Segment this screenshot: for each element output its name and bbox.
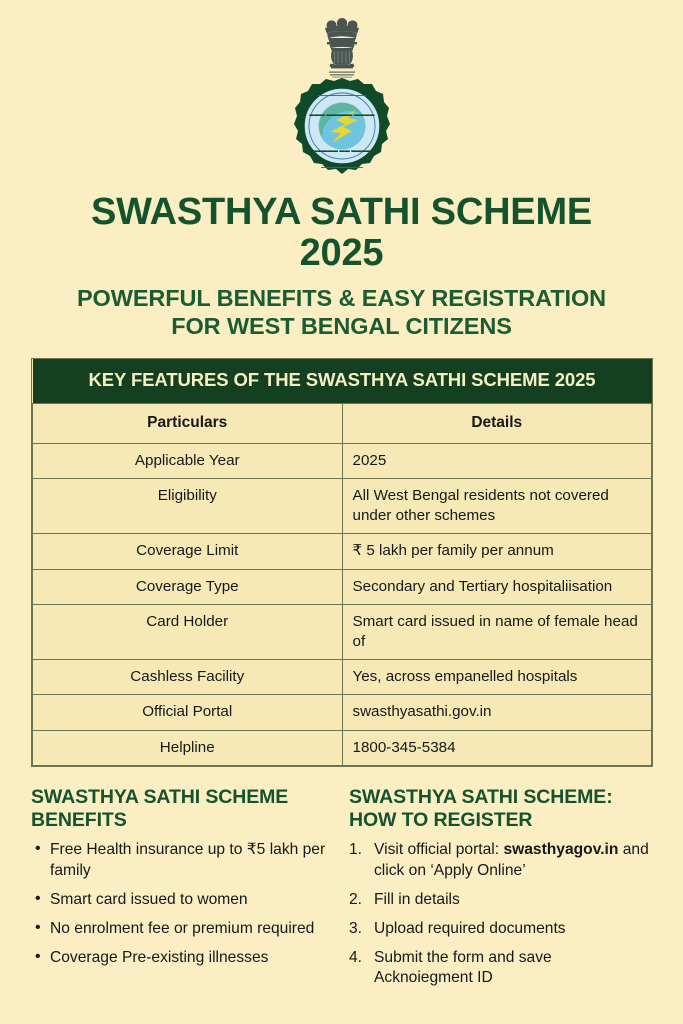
step-number: 3. <box>349 919 363 937</box>
step-number: 2. <box>349 890 363 908</box>
svg-text:▬▬▬ ▬▬▬▬▬ ▬▬▬▬: ▬▬▬ ▬▬▬▬▬ ▬▬▬▬ <box>308 112 375 118</box>
list-item <box>349 840 653 880</box>
row-detail: Smart card issued in name of female head of <box>342 604 652 659</box>
table-row <box>33 478 652 533</box>
page-subtitle <box>10 284 673 340</box>
page-title-line1: SWASTHYA SATHI SCHEME <box>90 191 593 233</box>
step-text-pre: Fill in details <box>374 890 460 908</box>
row-particular: Helpline <box>33 730 343 765</box>
ashoka-lion-capital-emblem <box>315 14 369 80</box>
row-detail-helpline: 1800-345-5384 <box>342 730 652 765</box>
table-row <box>33 569 652 604</box>
benefits-title-line2: BENEFITS <box>31 808 127 831</box>
step-text-post: and click on ‘Apply Online’ <box>374 841 649 879</box>
emblem-block <box>0 0 683 176</box>
list-item: • No enrolment fee or premium required <box>31 919 335 939</box>
table-row <box>33 443 652 478</box>
registration-steps-list <box>349 840 653 988</box>
page-title-line2: 2025 <box>299 232 384 275</box>
table-banner-title: KEY FEATURES OF THE SWASTHYA SATHI SCHEME 2025 <box>33 359 652 403</box>
benefits-section <box>31 786 335 997</box>
bottom-sections <box>31 786 653 997</box>
registration-title-line1: SWASTHYA SATHI SCHEME: <box>349 785 613 808</box>
table-column-header-row <box>33 404 652 444</box>
registration-title-line2: HOW TO REGISTER <box>349 808 533 831</box>
row-particular: Cashless Facility <box>33 660 343 695</box>
row-particular: Card Holder <box>33 604 343 659</box>
list-item: • Free Health insurance up to ₹5 lakh per family <box>31 840 335 880</box>
table-row <box>33 660 652 695</box>
row-detail: All West Bengal residents not covered under other schemes <box>342 478 652 533</box>
row-particular: Official Portal <box>33 695 343 730</box>
table-row <box>33 534 652 569</box>
benefits-list <box>31 840 335 968</box>
key-features-table <box>32 359 652 765</box>
column-header-particulars: Particulars <box>33 404 343 444</box>
column-header-details: Details <box>342 404 652 444</box>
svg-text:▬▬▬▬▬ ▬▬ ▬▬▬▬: ▬▬▬▬▬ ▬▬ ▬▬▬▬ <box>311 148 372 154</box>
row-detail-portal-link[interactable]: swasthyasathi.gov.in <box>342 695 652 730</box>
svg-text:▬▬▬▬▬▬▬▬▬▬▬▬▬▬: ▬▬▬▬▬▬▬▬▬▬▬▬▬▬ <box>320 165 363 169</box>
row-particular: Coverage Type <box>33 569 343 604</box>
page-subtitle-line2: FOR WEST BENGAL CITIZENS <box>171 313 512 340</box>
table-row <box>33 604 652 659</box>
row-detail: 2025 <box>342 443 652 478</box>
row-particular: Eligibility <box>33 478 343 533</box>
table-banner-row <box>33 359 652 403</box>
step-number: 4. <box>349 948 363 966</box>
step-text-pre: Visit official portal: <box>374 841 504 859</box>
row-particular: Coverage Limit <box>33 534 343 569</box>
step-number: 1. <box>349 841 363 859</box>
key-features-table-container <box>31 358 653 766</box>
row-particular: Applicable Year <box>33 443 343 478</box>
benefits-title <box>31 786 335 832</box>
list-item <box>349 948 653 988</box>
step-text-pre: Upload required documents <box>374 919 566 937</box>
page-title <box>18 192 665 274</box>
registration-section <box>349 786 653 997</box>
step-text-pre: Submit the form and save Acknoiegment ID <box>374 948 552 986</box>
table-row <box>33 695 652 730</box>
list-item <box>349 919 653 939</box>
page-subtitle-line1: POWERFUL BENEFITS & EASY REGISTRATION <box>76 285 606 312</box>
row-detail: ₹ 5 lakh per family per annum <box>342 534 652 569</box>
swasthya-sathi-logo <box>292 76 392 176</box>
registration-title <box>349 786 653 832</box>
row-detail: Yes, across empanelled hospitals <box>342 660 652 695</box>
svg-text:▬▬▬▬▬▬▬▬▬▬▬▬▬▬▬▬: ▬▬▬▬▬▬▬▬▬▬▬▬▬▬▬▬ <box>317 93 366 97</box>
benefits-title-line1: SWASTHYA SATHI SCHEME <box>31 785 289 808</box>
list-item: • Coverage Pre-existing illnesses <box>31 948 335 968</box>
table-row <box>33 730 652 765</box>
list-item <box>349 890 653 910</box>
portal-link[interactable]: swasthyagov.in <box>503 841 619 859</box>
list-item: • Smart card issued to women <box>31 890 335 910</box>
row-detail: Secondary and Tertiary hospitaliisation <box>342 569 652 604</box>
